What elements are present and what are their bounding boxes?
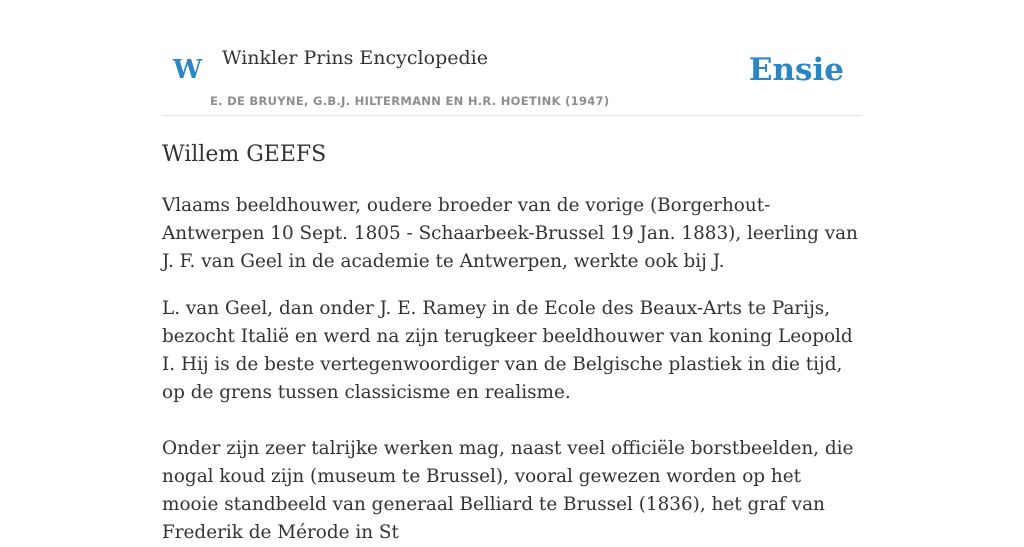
- article-paragraph-1: Vlaams beeldhouwer, oudere broeder van de vorige (Borgerhout-Antwerpen 10 Sept. 1805 - Schaarbeek-Brussel 19 Jan. 1883), leerling van J. F. van Geel in de academie te Antwerpen, werkte ook bij J.: [162, 195, 858, 272]
- ensie-logo-link[interactable]: Ensie: [748, 52, 844, 88]
- article-title: Willem GEEFS: [162, 142, 327, 167]
- site-header: [162, 40, 862, 116]
- encyclopedia-logo-w[interactable]: W: [173, 55, 203, 85]
- encyclopedia-authors: E. DE BRUYNE, G.B.J. HILTERMANN EN H.R. HOETINK (1947): [210, 94, 610, 108]
- article-paragraph-2: L. van Geel, dan onder J. E. Ramey in de Ecole des Beaux-Arts te Parijs, bezocht Italië en werd na zijn terugkeer beeldhouwer van koning Leopold I. Hij is de beste vertegenwoordiger van de Belgische plastiek in die tijd, op de grens tussen classicisme en realisme.: [162, 298, 853, 403]
- article-paragraph-3: Onder zijn zeer talrijke werken mag, naast veel officiële borstbeelden, die nogal koud zijn (museum te Brussel), vooral gewezen worden op het mooie standbeeld van generaal Belliard te Brussel (1836), het graf van Frederik de Mérode in St: [162, 438, 854, 543]
- article: [162, 138, 862, 547]
- encyclopedia-title[interactable]: Winkler Prins Encyclopedie: [222, 47, 488, 69]
